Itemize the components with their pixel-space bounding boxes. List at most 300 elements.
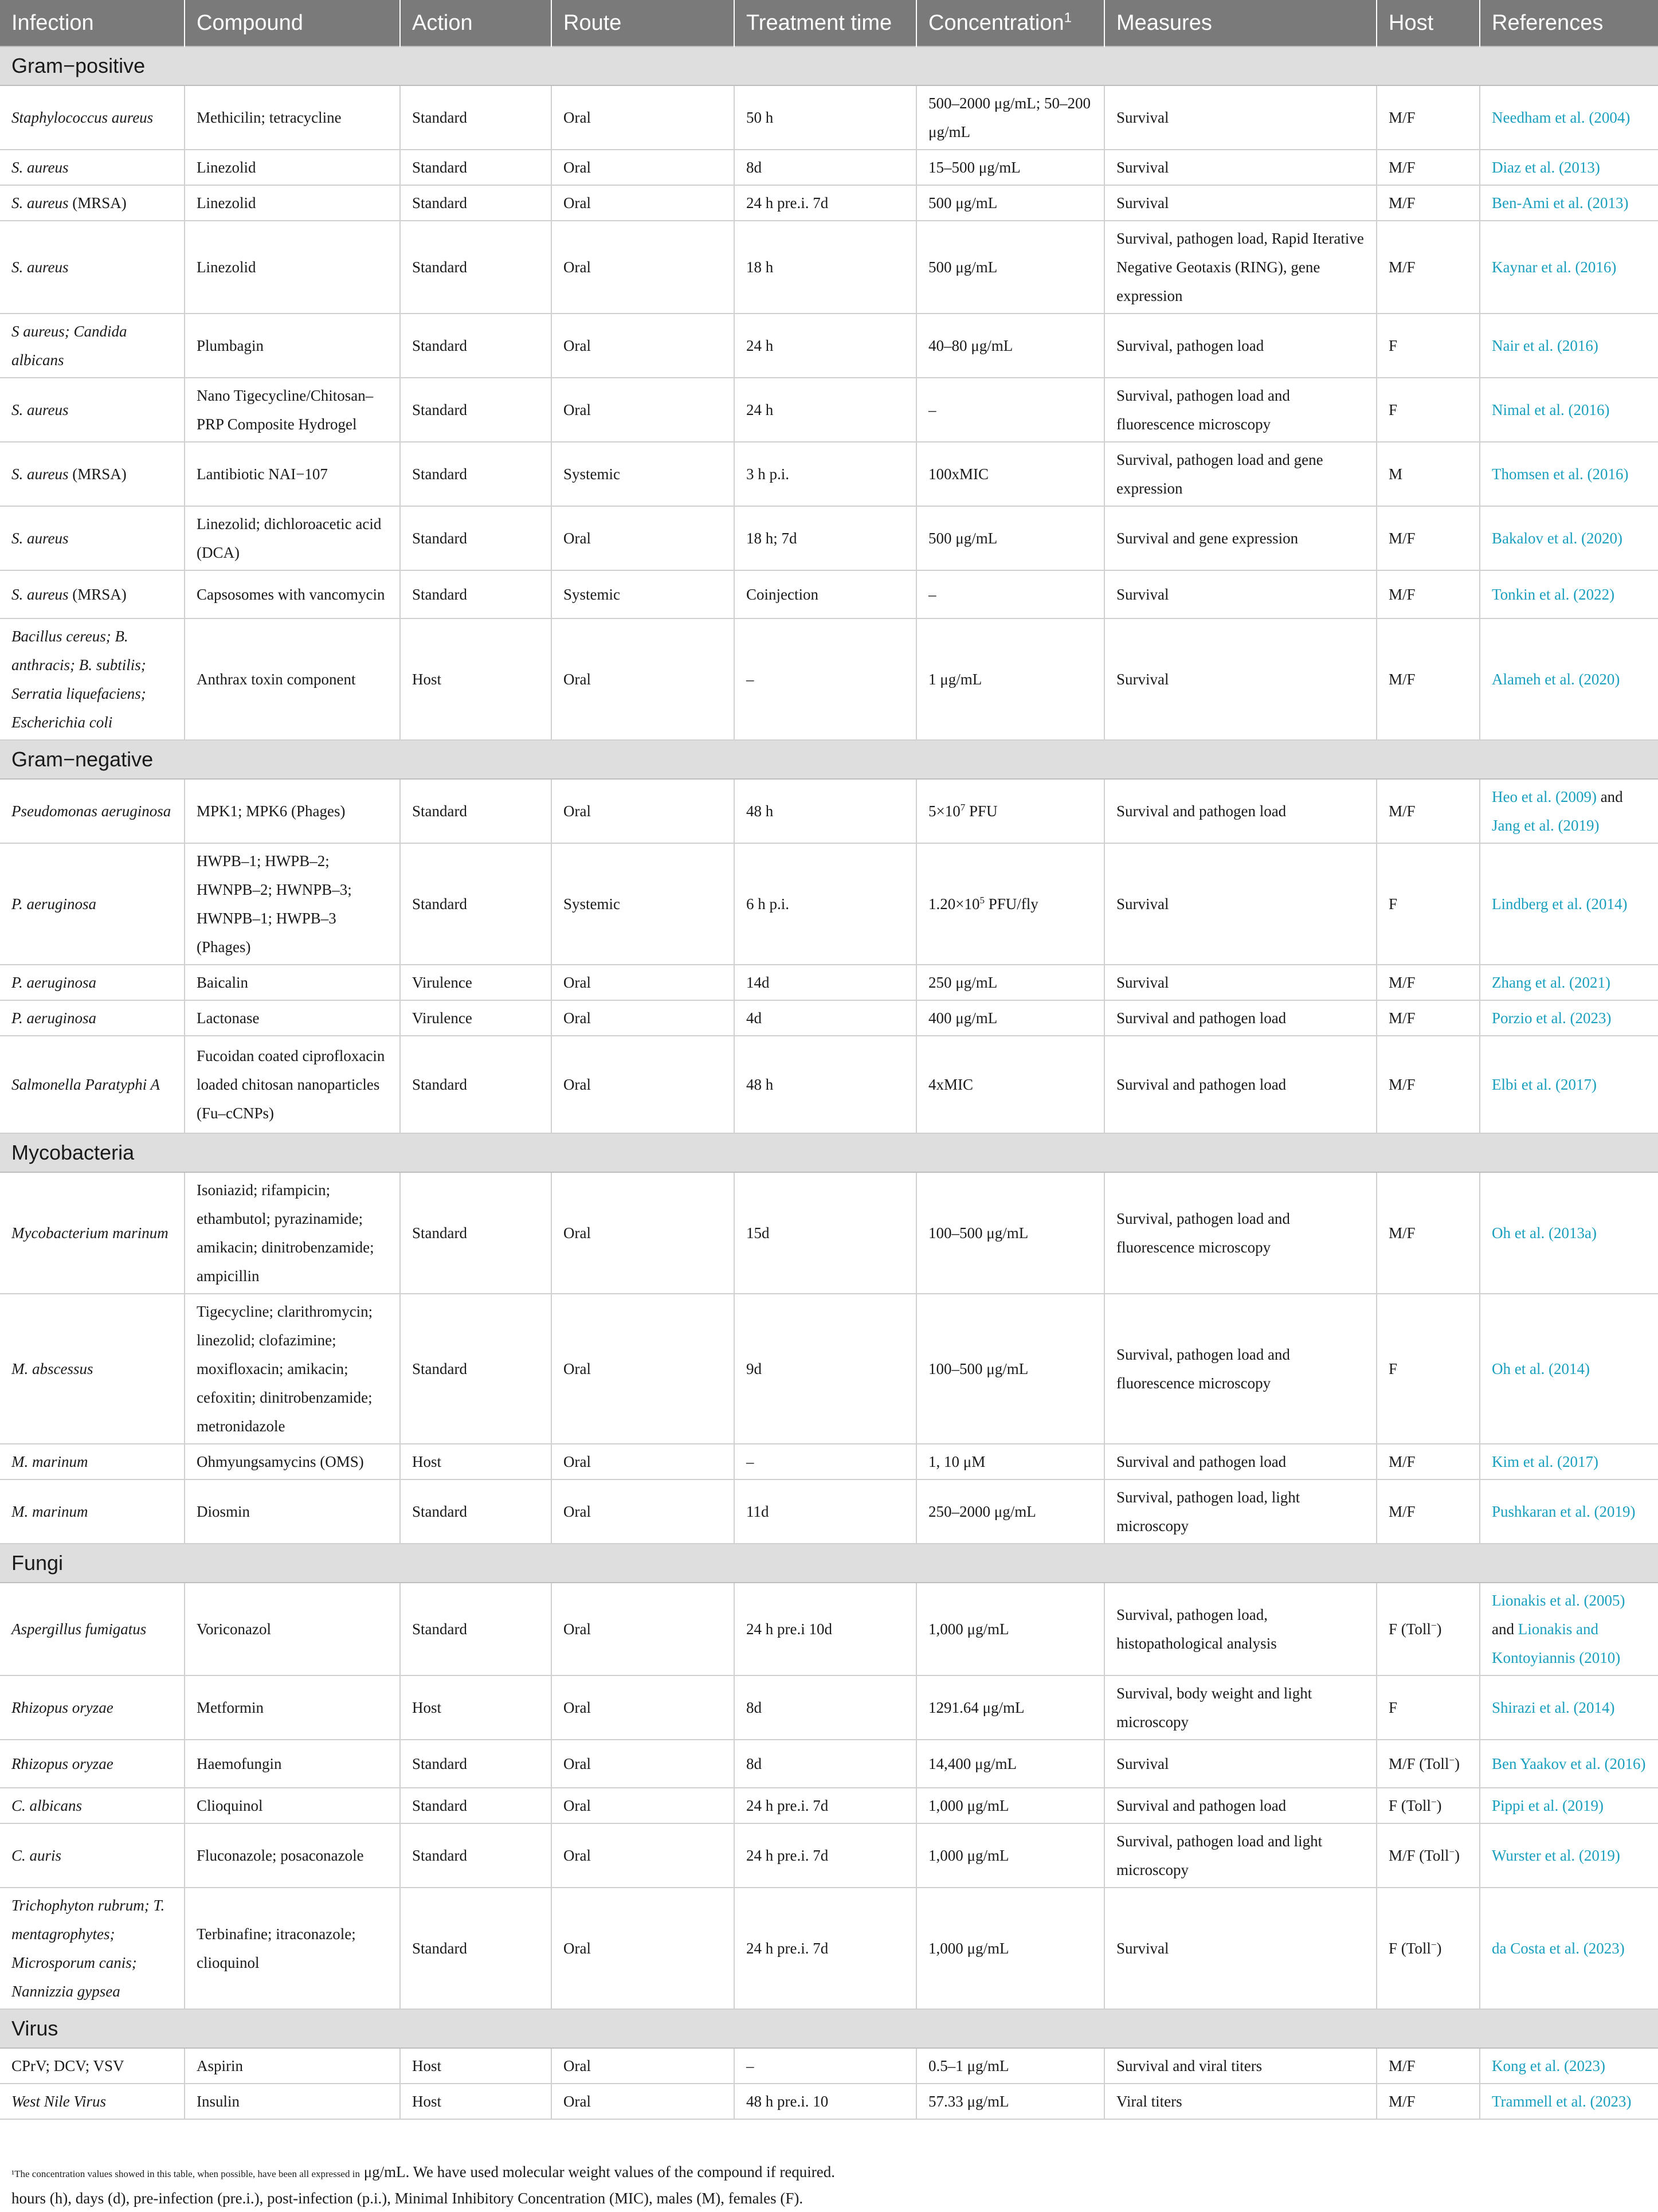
reference-joiner: and — [1492, 1620, 1518, 1638]
reference-link[interactable]: Shirazi et al. (2014) — [1492, 1699, 1615, 1716]
cell-host — [1377, 965, 1480, 1000]
cell-measures: Survival, pathogen load and fluorescence microscopy — [1104, 378, 1377, 442]
cell-route: Systemic — [551, 843, 734, 965]
cell-concentration — [916, 779, 1104, 843]
cell-host — [1377, 378, 1480, 442]
table-row — [0, 378, 1658, 442]
table-row — [0, 2084, 1658, 2119]
cell-host — [1377, 1740, 1480, 1788]
cell-action: Standard — [400, 779, 551, 843]
concentration-value: 1,000 μg/mL — [928, 1620, 1009, 1638]
cell-action: Standard — [400, 442, 551, 506]
infection-name: C. albicans — [11, 1797, 83, 1814]
cell-host — [1377, 1583, 1480, 1675]
cell-measures: Survival and pathogen load — [1104, 1788, 1377, 1823]
cell-route: Oral — [551, 314, 734, 378]
host-value: M/F — [1389, 802, 1416, 820]
infection-name: Staphylococcus aureus — [11, 109, 154, 126]
cell-treatment-time: 24 h pre.i. 7d — [734, 1823, 916, 1888]
table-row — [0, 185, 1658, 221]
reference-link[interactable]: Jang et al. (2019) — [1492, 817, 1600, 834]
reference-link[interactable]: Lindberg et al. (2014) — [1492, 895, 1628, 913]
header-measures: Measures — [1104, 0, 1377, 46]
cell-action: Host — [400, 2084, 551, 2119]
host-value: M/F — [1389, 259, 1416, 276]
cell-concentration — [916, 506, 1104, 570]
cell-measures: Survival and gene expression — [1104, 506, 1377, 570]
cell-compound: Anthrax toxin component — [185, 618, 400, 740]
cell-measures: Survival — [1104, 965, 1377, 1000]
cell-compound: Linezolid — [185, 221, 400, 314]
reference-link[interactable]: da Costa et al. (2023) — [1492, 1940, 1625, 1957]
infection-name: Rhizopus oryzae — [11, 1755, 113, 1772]
cell-action: Standard — [400, 570, 551, 618]
cell-route: Oral — [551, 618, 734, 740]
cell-host — [1377, 570, 1480, 618]
cell-host — [1377, 1675, 1480, 1740]
cell-compound: Aspirin — [185, 2048, 400, 2084]
cell-treatment-time: 24 h pre.i. 7d — [734, 1888, 916, 2009]
cell-concentration — [916, 1583, 1104, 1675]
section-title: Gram−negative — [0, 740, 1658, 779]
cell-concentration — [916, 1740, 1104, 1788]
reference-link[interactable]: Porzio et al. (2023) — [1492, 1009, 1612, 1027]
cell-treatment-time: 4d — [734, 1000, 916, 1036]
reference-link[interactable]: Elbi et al. (2017) — [1492, 1076, 1597, 1093]
cell-infection — [0, 314, 185, 378]
cell-route: Oral — [551, 506, 734, 570]
cell-references — [1480, 1172, 1658, 1294]
cell-references — [1480, 1444, 1658, 1479]
cell-references — [1480, 1888, 1658, 2009]
cell-action: Standard — [400, 1740, 551, 1788]
header-host: Host — [1377, 0, 1480, 46]
cell-route: Oral — [551, 1444, 734, 1479]
host-value: F (Toll — [1389, 1620, 1431, 1638]
host-value: M/F — [1389, 586, 1416, 603]
host-suffix: ) — [1436, 1797, 1442, 1814]
reference-link[interactable]: Nair et al. (2016) — [1492, 337, 1598, 354]
reference-link[interactable]: Trammell et al. (2023) — [1492, 2093, 1632, 2110]
cell-treatment-time: 9d — [734, 1294, 916, 1444]
cell-infection — [0, 1444, 185, 1479]
reference-link[interactable]: Pippi et al. (2019) — [1492, 1797, 1604, 1814]
cell-host — [1377, 1788, 1480, 1823]
cell-concentration — [916, 2084, 1104, 2119]
cell-compound: Linezolid — [185, 150, 400, 185]
cell-compound: Plumbagin — [185, 314, 400, 378]
cell-route: Oral — [551, 1740, 734, 1788]
concentration-value: 500–2000 μg/mL; 50–200 μg/mL — [928, 95, 1091, 140]
cell-references — [1480, 221, 1658, 314]
concentration-value: – — [928, 401, 936, 418]
concentration-exponent: 5 — [979, 895, 985, 906]
host-value: F — [1389, 337, 1398, 354]
cell-route: Oral — [551, 1823, 734, 1888]
concentration-value: 500 μg/mL — [928, 530, 998, 547]
cell-references — [1480, 618, 1658, 740]
infection-name: S. aureus — [11, 586, 69, 603]
concentration-value: 500 μg/mL — [928, 194, 998, 212]
reference-link[interactable]: Kim et al. (2017) — [1492, 1453, 1598, 1470]
infection-name: S. aureus — [11, 194, 69, 212]
cell-host — [1377, 1000, 1480, 1036]
cell-references — [1480, 1675, 1658, 1740]
section-title: Mycobacteria — [0, 1133, 1658, 1172]
section-title: Gram−positive — [0, 46, 1658, 85]
cell-infection — [0, 1823, 185, 1888]
cell-concentration — [916, 1036, 1104, 1133]
concentration-value: 100xMIC — [928, 465, 989, 483]
cell-action: Standard — [400, 1479, 551, 1544]
infection-name: Bacillus cereus; B. anthracis; B. subtilis; Serratia liquefaciens; Escherichia coli — [11, 628, 146, 731]
cell-host — [1377, 618, 1480, 740]
host-value: F (Toll — [1389, 1797, 1431, 1814]
cell-concentration — [916, 1172, 1104, 1294]
cell-infection — [0, 1000, 185, 1036]
infection-name: M. marinum — [11, 1453, 88, 1470]
cell-references — [1480, 1036, 1658, 1133]
cell-infection — [0, 965, 185, 1000]
cell-host — [1377, 843, 1480, 965]
cell-compound: HWPB–1; HWPB–2; HWNPB–2; HWNPB–3; HWNPB–1; HWPB–3 (Phages) — [185, 843, 400, 965]
infection-name: Trichophyton rubrum; T. mentagrophytes; Microsporum canis; Nannizzia gypsea — [11, 1897, 165, 2000]
cell-host — [1377, 1444, 1480, 1479]
infection-name: S aureus; Candida albicans — [11, 323, 127, 369]
cell-concentration — [916, 2048, 1104, 2084]
section-row — [0, 740, 1658, 779]
cell-route: Systemic — [551, 570, 734, 618]
cell-compound: Voriconazol — [185, 1583, 400, 1675]
table-body — [0, 46, 1658, 2119]
cell-treatment-time: 24 h pre.i. 7d — [734, 185, 916, 221]
table-row — [0, 1294, 1658, 1444]
concentration-value: 400 μg/mL — [928, 1009, 998, 1027]
cell-concentration — [916, 965, 1104, 1000]
cell-route: Oral — [551, 221, 734, 314]
cell-treatment-time: 8d — [734, 1675, 916, 1740]
reference-joiner: and — [1596, 788, 1623, 805]
infection-name: C. auris — [11, 1847, 62, 1864]
cell-infection — [0, 2084, 185, 2119]
cell-route: Oral — [551, 965, 734, 1000]
cell-infection — [0, 150, 185, 185]
infection-strain: (MRSA) — [68, 465, 127, 483]
cell-host — [1377, 2048, 1480, 2084]
header-row — [0, 0, 1658, 46]
cell-measures: Survival — [1104, 85, 1377, 150]
cell-references — [1480, 2048, 1658, 2084]
table-row — [0, 965, 1658, 1000]
reference-link[interactable]: Kaynar et al. (2016) — [1492, 259, 1617, 276]
cell-action: Standard — [400, 185, 551, 221]
cell-references — [1480, 1788, 1658, 1823]
table-row — [0, 843, 1658, 965]
cell-host — [1377, 150, 1480, 185]
cell-action: Standard — [400, 1172, 551, 1294]
infection-strain: (MRSA) — [68, 586, 127, 603]
cell-treatment-time: 18 h — [734, 221, 916, 314]
table-row — [0, 2048, 1658, 2084]
table-row — [0, 1172, 1658, 1294]
cell-concentration — [916, 1888, 1104, 2009]
section-title: Virus — [0, 2009, 1658, 2048]
cell-measures: Survival, pathogen load, light microscopy — [1104, 1479, 1377, 1544]
section-row — [0, 2009, 1658, 2048]
cell-measures: Survival and viral titers — [1104, 2048, 1377, 2084]
cell-host — [1377, 185, 1480, 221]
table-row — [0, 1788, 1658, 1823]
cell-treatment-time: – — [734, 1444, 916, 1479]
reference-link[interactable]: Oh et al. (2014) — [1492, 1360, 1590, 1377]
concentration-value: 100–500 μg/mL — [928, 1224, 1029, 1242]
cell-host — [1377, 1172, 1480, 1294]
host-value: M/F — [1389, 1453, 1416, 1470]
cell-infection — [0, 506, 185, 570]
cell-concentration — [916, 1675, 1104, 1740]
cell-compound: Metformin — [185, 1675, 400, 1740]
cell-measures: Survival — [1104, 1740, 1377, 1788]
cell-action: Standard — [400, 1788, 551, 1823]
cell-infection — [0, 1740, 185, 1788]
table-row — [0, 442, 1658, 506]
infection-name: S. aureus — [11, 401, 69, 418]
cell-action: Standard — [400, 1583, 551, 1675]
table-row — [0, 314, 1658, 378]
concentration-value: 1,000 μg/mL — [928, 1847, 1009, 1864]
cell-action: Host — [400, 2048, 551, 2084]
cell-compound: Fucoidan coated ciprofloxacin loaded chitosan nanoparticles (Fu–cCNPs) — [185, 1036, 400, 1133]
cell-concentration — [916, 1823, 1104, 1888]
cell-references — [1480, 314, 1658, 378]
cell-route: Oral — [551, 1583, 734, 1675]
table-row — [0, 221, 1658, 314]
cell-references — [1480, 442, 1658, 506]
cell-host — [1377, 85, 1480, 150]
cell-route: Oral — [551, 185, 734, 221]
table-row — [0, 1675, 1658, 1740]
cell-host — [1377, 506, 1480, 570]
host-value: F — [1389, 1699, 1398, 1716]
concentration-value: 40–80 μg/mL — [928, 337, 1013, 354]
cell-treatment-time: 24 h — [734, 314, 916, 378]
cell-infection — [0, 1294, 185, 1444]
cell-concentration — [916, 221, 1104, 314]
infection-name: P. aeruginosa — [11, 1009, 97, 1027]
reference-link[interactable]: Ben-Ami et al. (2013) — [1492, 194, 1629, 212]
table-row — [0, 779, 1658, 843]
cell-references — [1480, 843, 1658, 965]
cell-measures: Survival — [1104, 1888, 1377, 2009]
host-value: M/F — [1389, 2057, 1416, 2074]
cell-compound: Fluconazole; posaconazole — [185, 1823, 400, 1888]
cell-host — [1377, 442, 1480, 506]
cell-treatment-time: – — [734, 618, 916, 740]
cell-measures: Survival — [1104, 150, 1377, 185]
host-superscript: − — [1449, 1846, 1455, 1857]
concentration-exponent: 7 — [960, 802, 966, 813]
table-row — [0, 1888, 1658, 2009]
cell-infection — [0, 85, 185, 150]
cell-compound: Nano Tigecycline/Chitosan–PRP Composite Hydrogel — [185, 378, 400, 442]
cell-measures: Survival, pathogen load, histopathological analysis — [1104, 1583, 1377, 1675]
host-value: F — [1389, 401, 1398, 418]
cell-references — [1480, 1000, 1658, 1036]
reference-link[interactable]: Kong et al. (2023) — [1492, 2057, 1605, 2074]
reference-link[interactable]: Lionakis and Kontoyiannis (2010) — [1492, 1620, 1621, 1666]
cell-action: Standard — [400, 843, 551, 965]
table-row — [0, 506, 1658, 570]
cell-concentration — [916, 1788, 1104, 1823]
reference-link[interactable]: Pushkaran et al. (2019) — [1492, 1503, 1636, 1520]
host-value: F — [1389, 895, 1398, 913]
reference-link[interactable]: Needham et al. (2004) — [1492, 109, 1630, 126]
concentration-value: 4xMIC — [928, 1076, 974, 1093]
cell-measures: Survival, pathogen load and fluorescence microscopy — [1104, 1172, 1377, 1294]
cell-references — [1480, 378, 1658, 442]
cell-route: Oral — [551, 1172, 734, 1294]
host-value: M/F — [1389, 159, 1416, 176]
cell-treatment-time: 8d — [734, 150, 916, 185]
section-row — [0, 1544, 1658, 1583]
cell-infection — [0, 618, 185, 740]
reference-link[interactable]: Diaz et al. (2013) — [1492, 159, 1600, 176]
cell-measures: Survival, pathogen load and fluorescence microscopy — [1104, 1294, 1377, 1444]
reference-link[interactable]: Bakalov et al. (2020) — [1492, 530, 1622, 547]
section-row — [0, 1133, 1658, 1172]
infection-name: Mycobacterium marinum — [11, 1224, 168, 1242]
table-row — [0, 1740, 1658, 1788]
cell-references — [1480, 2084, 1658, 2119]
concentration-value: 250 μg/mL — [928, 974, 998, 991]
cell-action: Standard — [400, 150, 551, 185]
table-row — [0, 1444, 1658, 1479]
cell-concentration — [916, 1000, 1104, 1036]
reference-link[interactable]: Thomsen et al. (2016) — [1492, 465, 1629, 483]
reference-link[interactable]: Ben Yaakov et al. (2016) — [1492, 1755, 1646, 1772]
infection-name: P. aeruginosa — [11, 895, 97, 913]
host-value: M/F — [1389, 1224, 1416, 1242]
reference-link[interactable]: Heo et al. (2009) — [1492, 788, 1597, 805]
cell-references — [1480, 1479, 1658, 1544]
host-value: M/F — [1389, 530, 1416, 547]
header-treatment-time: Treatment time — [734, 0, 916, 46]
cell-compound: Linezolid; dichloroacetic acid (DCA) — [185, 506, 400, 570]
cell-action: Virulence — [400, 1000, 551, 1036]
section-title: Fungi — [0, 1544, 1658, 1583]
cell-infection — [0, 570, 185, 618]
cell-route: Oral — [551, 378, 734, 442]
cell-compound: Ohmyungsamycins (OMS) — [185, 1444, 400, 1479]
cell-compound: Insulin — [185, 2084, 400, 2119]
host-superscript: − — [1430, 1939, 1437, 1950]
cell-route: Oral — [551, 1036, 734, 1133]
reference-link[interactable]: Wurster et al. (2019) — [1492, 1847, 1620, 1864]
reference-link[interactable]: Zhang et al. (2021) — [1492, 974, 1610, 991]
cell-concentration — [916, 1294, 1104, 1444]
table-row — [0, 85, 1658, 150]
table-row — [0, 1823, 1658, 1888]
table-row — [0, 1000, 1658, 1036]
cell-measures: Survival — [1104, 185, 1377, 221]
cell-host — [1377, 2084, 1480, 2119]
host-value: M/F — [1389, 1503, 1416, 1520]
reference-link[interactable]: Oh et al. (2013a) — [1492, 1224, 1597, 1242]
cell-route: Oral — [551, 1788, 734, 1823]
concentration-value: 250–2000 μg/mL — [928, 1503, 1036, 1520]
host-value: F (Toll — [1389, 1940, 1431, 1957]
cell-treatment-time: 15d — [734, 1172, 916, 1294]
cell-infection — [0, 1036, 185, 1133]
host-value: M/F — [1389, 1009, 1416, 1027]
cell-host — [1377, 221, 1480, 314]
host-superscript: − — [1449, 1755, 1455, 1765]
cell-measures: Survival — [1104, 618, 1377, 740]
cell-compound: Terbinafine; itraconazole; clioquinol — [185, 1888, 400, 2009]
reference-link[interactable]: Lionakis et al. (2005) — [1492, 1592, 1625, 1609]
cell-host — [1377, 1823, 1480, 1888]
cell-route: Systemic — [551, 442, 734, 506]
cell-infection — [0, 1788, 185, 1823]
cell-references — [1480, 1583, 1658, 1675]
cell-treatment-time: 11d — [734, 1479, 916, 1544]
cell-references — [1480, 506, 1658, 570]
cell-compound: Linezolid — [185, 185, 400, 221]
concentration-unit: PFU — [965, 802, 998, 820]
concentration-value: 1 μg/mL — [928, 671, 982, 688]
table-row — [0, 150, 1658, 185]
cell-treatment-time: 8d — [734, 1740, 916, 1788]
host-suffix: ) — [1454, 1755, 1460, 1772]
cell-measures: Survival, body weight and light microscopy — [1104, 1675, 1377, 1740]
reference-link[interactable]: Nimal et al. (2016) — [1492, 401, 1610, 418]
reference-link[interactable]: Alameh et al. (2020) — [1492, 671, 1620, 688]
host-value: M/F (Toll — [1389, 1847, 1449, 1864]
cell-infection — [0, 1172, 185, 1294]
table-row — [0, 618, 1658, 740]
cell-host — [1377, 314, 1480, 378]
cell-measures: Survival and pathogen load — [1104, 779, 1377, 843]
cell-compound: Baicalin — [185, 965, 400, 1000]
cell-host — [1377, 779, 1480, 843]
host-value: F — [1389, 1360, 1398, 1377]
cell-infection — [0, 1583, 185, 1675]
cell-infection — [0, 221, 185, 314]
cell-concentration — [916, 442, 1104, 506]
cell-concentration — [916, 185, 1104, 221]
infection-name: S. aureus — [11, 259, 69, 276]
cell-route: Oral — [551, 1675, 734, 1740]
host-value: M/F — [1389, 671, 1416, 688]
host-value: M/F — [1389, 1076, 1416, 1093]
cell-infection — [0, 2048, 185, 2084]
cell-measures: Survival, pathogen load — [1104, 314, 1377, 378]
cell-references — [1480, 570, 1658, 618]
cell-measures: Survival and pathogen load — [1104, 1000, 1377, 1036]
concentration-value: 1291.64 μg/mL — [928, 1699, 1025, 1716]
cell-compound: Methicilin; tetracycline — [185, 85, 400, 150]
cell-action: Standard — [400, 378, 551, 442]
cell-treatment-time: 18 h; 7d — [734, 506, 916, 570]
cell-measures: Survival — [1104, 570, 1377, 618]
cell-infection — [0, 1888, 185, 2009]
cell-references — [1480, 150, 1658, 185]
cell-measures: Survival and pathogen load — [1104, 1036, 1377, 1133]
cell-action: Standard — [400, 221, 551, 314]
reference-link[interactable]: Tonkin et al. (2022) — [1492, 586, 1615, 603]
cell-measures: Survival — [1104, 843, 1377, 965]
cell-route: Oral — [551, 779, 734, 843]
